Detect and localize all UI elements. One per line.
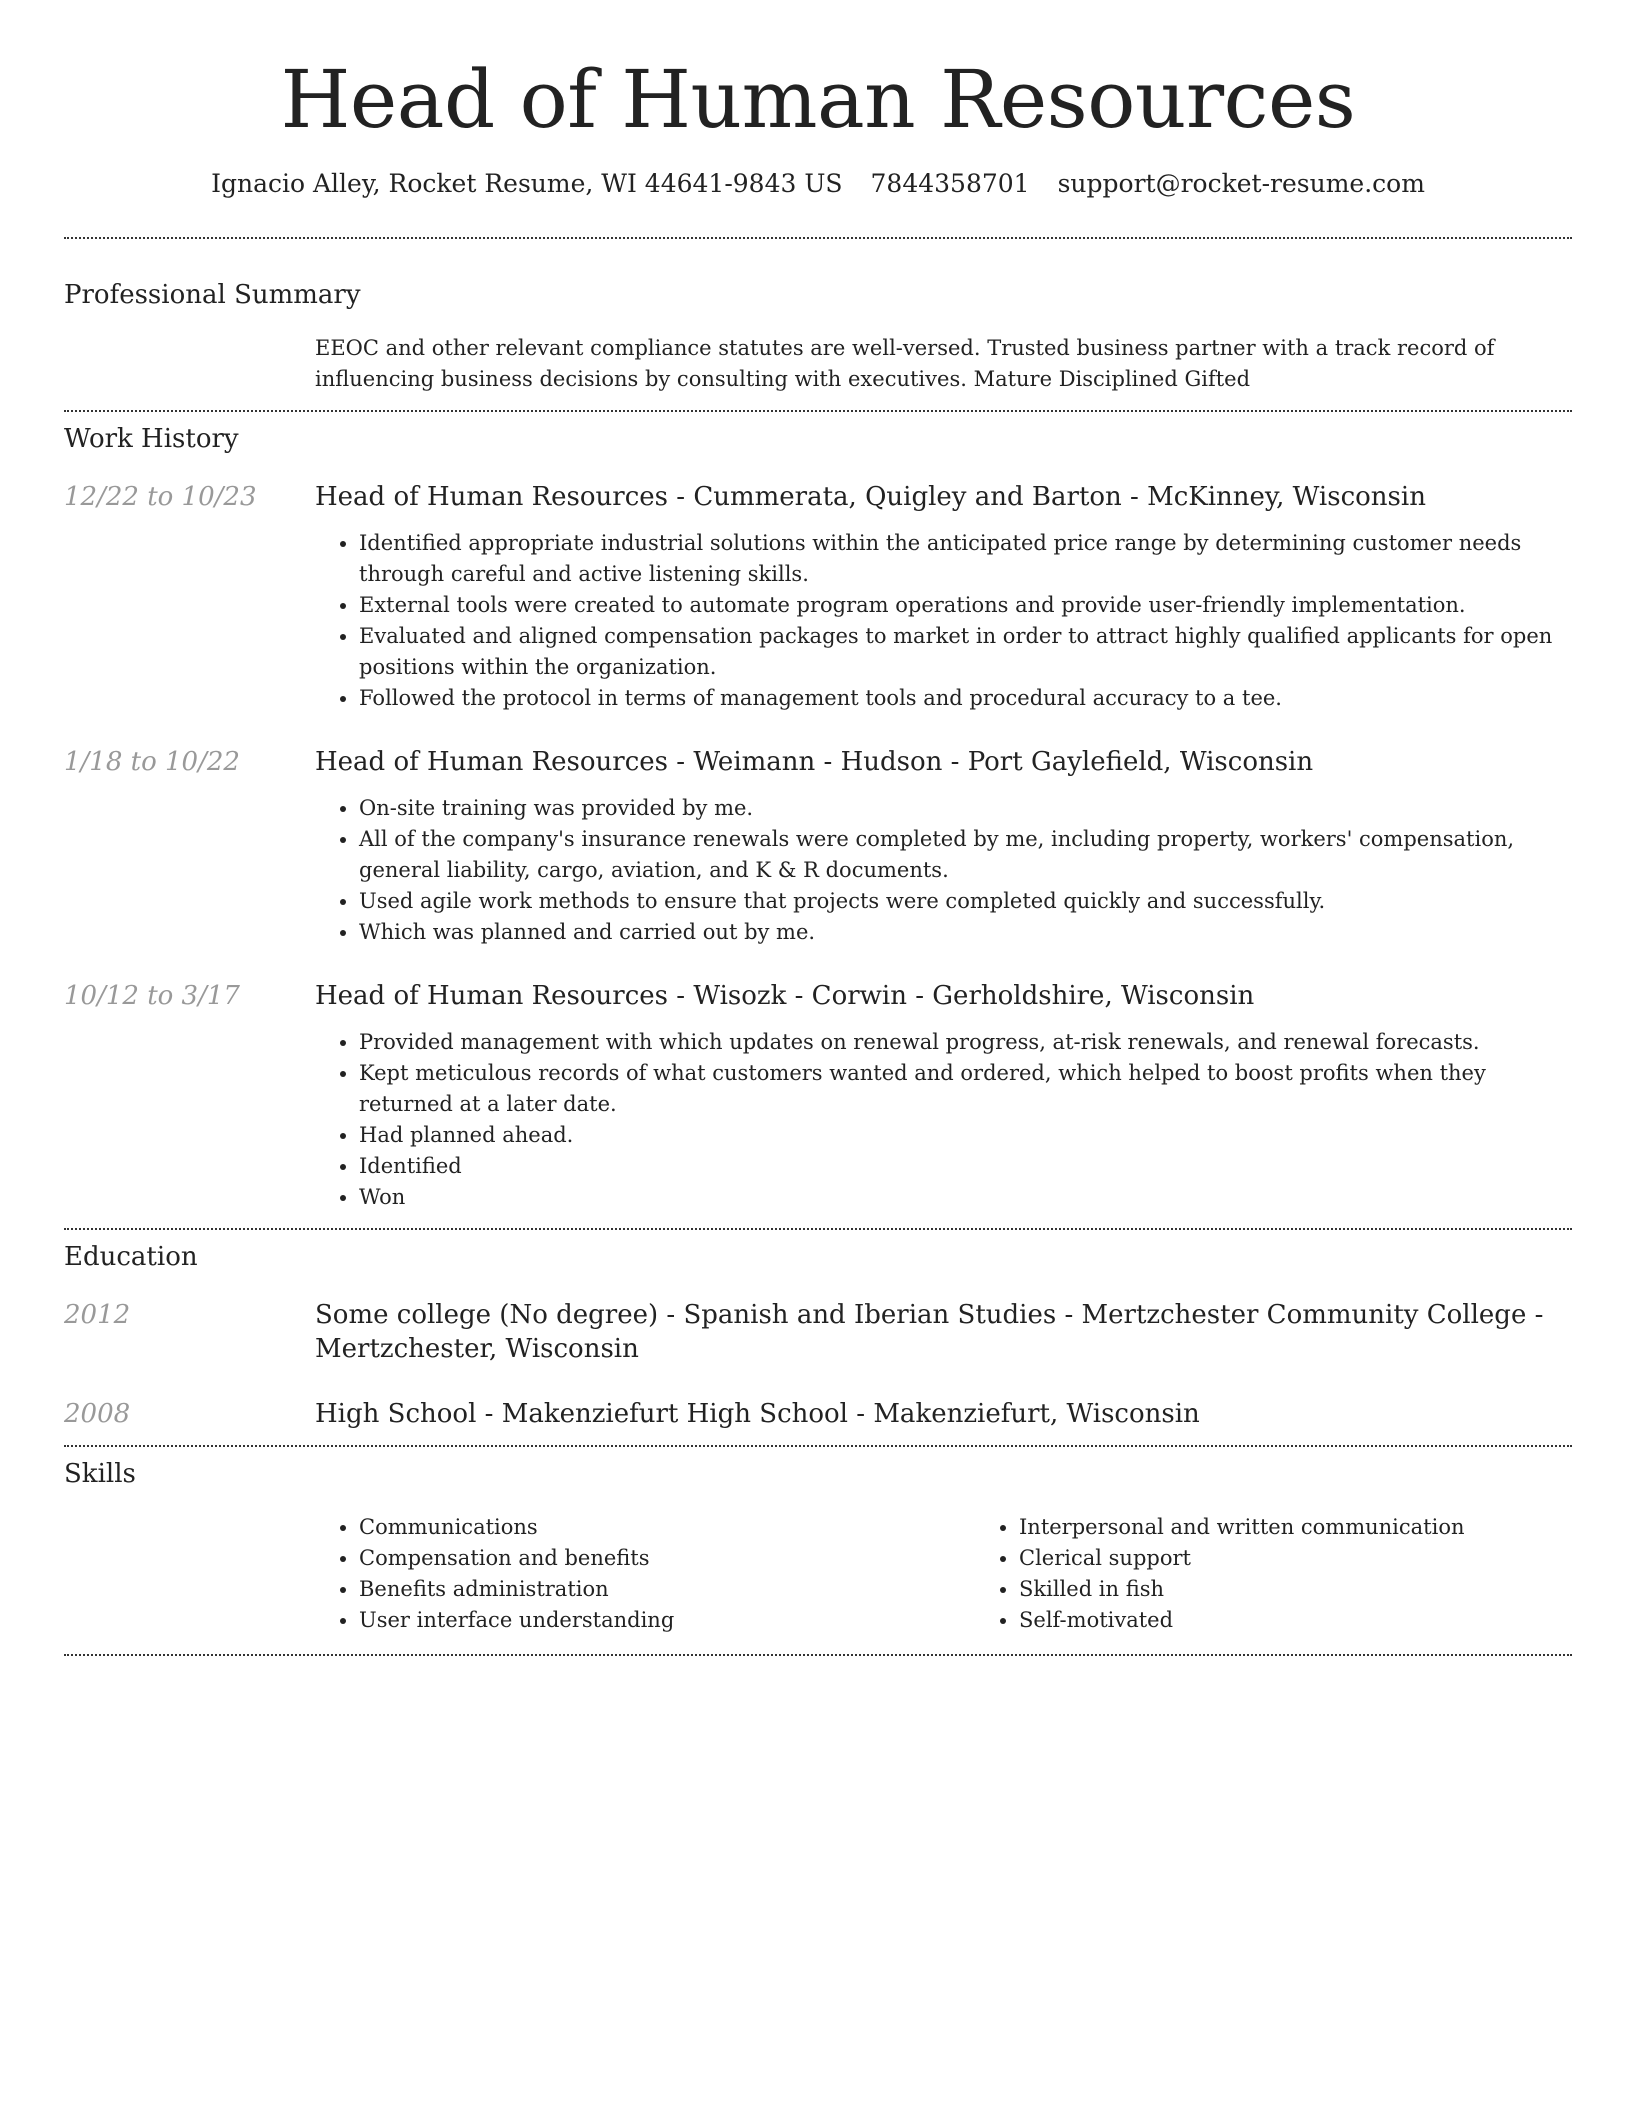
summary-spacer	[64, 333, 315, 395]
work-section	[64, 423, 1572, 1213]
list-item: • Used agile work methods to ensure that projects were completed quickly and successfully.	[359, 886, 1572, 917]
list-item: • Evaluated and aligned compensation packages to market in order to attract highly qualified applicants for open positions within the organization.	[359, 621, 1572, 683]
skill-item: • Compensation and benefits	[359, 1543, 975, 1574]
summary-heading: Professional Summary	[64, 280, 361, 310]
education-entry	[64, 1298, 1572, 1366]
education-entry	[64, 1397, 1572, 1431]
list-item: • Which was planned and carried out by me.	[359, 917, 1572, 948]
skill-item: • Self-motivated	[1019, 1605, 1632, 1636]
skills-columns	[315, 1512, 1632, 1636]
resume-page	[64, 0, 1572, 1656]
list-item: • Kept meticulous records of what customers wanted and ordered, which helped to boost profits when they returned at a later date.	[359, 1058, 1572, 1120]
job-title: Head of Human Resources - Weimann - Hudson - Port Gaylefield, Wisconsin	[315, 747, 1314, 777]
job-entry	[64, 745, 1572, 948]
education-year: 2012	[64, 1300, 131, 1330]
list-item: • Identified	[359, 1151, 1572, 1182]
skill-item: • Clerical support	[1019, 1543, 1632, 1574]
contact-phone: 7844358701	[870, 169, 1030, 198]
job-dates: 1/18 to 10/22	[64, 747, 240, 777]
divider	[64, 1654, 1572, 1656]
education-section	[64, 1241, 1572, 1431]
job-entry	[64, 480, 1572, 714]
list-item: • On-site training was provided by me.	[359, 793, 1572, 824]
job-title: Head of Human Resources - Wisozk - Corwin - Gerholdshire, Wisconsin	[315, 981, 1255, 1011]
list-item: • Won	[359, 1182, 1572, 1213]
skills-heading: Skills	[64, 1459, 136, 1489]
skill-item: • Interpersonal and written communication	[1019, 1512, 1632, 1543]
skill-item: • Skilled in fish	[1019, 1574, 1632, 1605]
list-item: • All of the company's insurance renewals were completed by me, including property, workers' compensation, general liability, cargo, aviation, and K & R documents.	[359, 824, 1572, 886]
job-entry	[64, 979, 1572, 1213]
skills-list	[975, 1512, 1632, 1636]
list-item: • Identified appropriate industrial solutions within the anticipated price range by determining customer needs through careful and active listening skills.	[359, 528, 1572, 590]
contact-address: Ignacio Alley, Rocket Resume, WI 44641-9843 US	[211, 169, 843, 198]
skills-section	[64, 1458, 1572, 1636]
summary-text: EEOC and other relevant compliance statutes are well-versed. Trusted business partner with a track record of influencing business decisions by consulting with executives. Mature Disciplined Gifted	[315, 336, 1495, 391]
skills-spacer	[64, 1512, 315, 1636]
contact-line	[64, 168, 1572, 200]
education-year: 2008	[64, 1399, 131, 1429]
job-dates: 10/12 to 3/17	[64, 981, 240, 1011]
job-bullets	[315, 793, 1572, 948]
job-bullets	[315, 1027, 1572, 1213]
skills-list	[315, 1512, 975, 1636]
list-item: • Had planned ahead.	[359, 1120, 1572, 1151]
resume-name: Head of Human Resources	[280, 53, 1356, 146]
job-title: Head of Human Resources - Cummerata, Quigley and Barton - McKinney, Wisconsin	[315, 482, 1426, 512]
divider	[64, 410, 1572, 412]
education-text: High School - Makenziefurt High School - Makenziefurt, Wisconsin	[315, 1399, 1200, 1429]
contact-email: support@rocket-resume.com	[1057, 169, 1425, 198]
education-heading: Education	[64, 1242, 198, 1272]
skill-item: • User interface understanding	[359, 1605, 975, 1636]
list-item: • External tools were created to automate program operations and provide user-friendly implementation.	[359, 590, 1572, 621]
list-item: • Followed the protocol in terms of management tools and procedural accuracy to a tee.	[359, 683, 1572, 714]
job-dates: 12/22 to 10/23	[64, 482, 257, 512]
divider	[64, 1445, 1572, 1447]
job-bullets	[315, 528, 1572, 714]
divider	[64, 1228, 1572, 1230]
list-item: • Provided management with which updates on renewal progress, at-risk renewals, and renewal forecasts.	[359, 1027, 1572, 1058]
work-heading: Work History	[64, 424, 239, 454]
divider	[64, 237, 1572, 239]
skill-item: • Communications	[359, 1512, 975, 1543]
skill-item: • Benefits administration	[359, 1574, 975, 1605]
summary-section	[64, 279, 1572, 395]
education-text: Some college (No degree) - Spanish and Iberian Studies - Mertzchester Community College - Mertzchester, Wisconsin	[315, 1300, 1544, 1364]
